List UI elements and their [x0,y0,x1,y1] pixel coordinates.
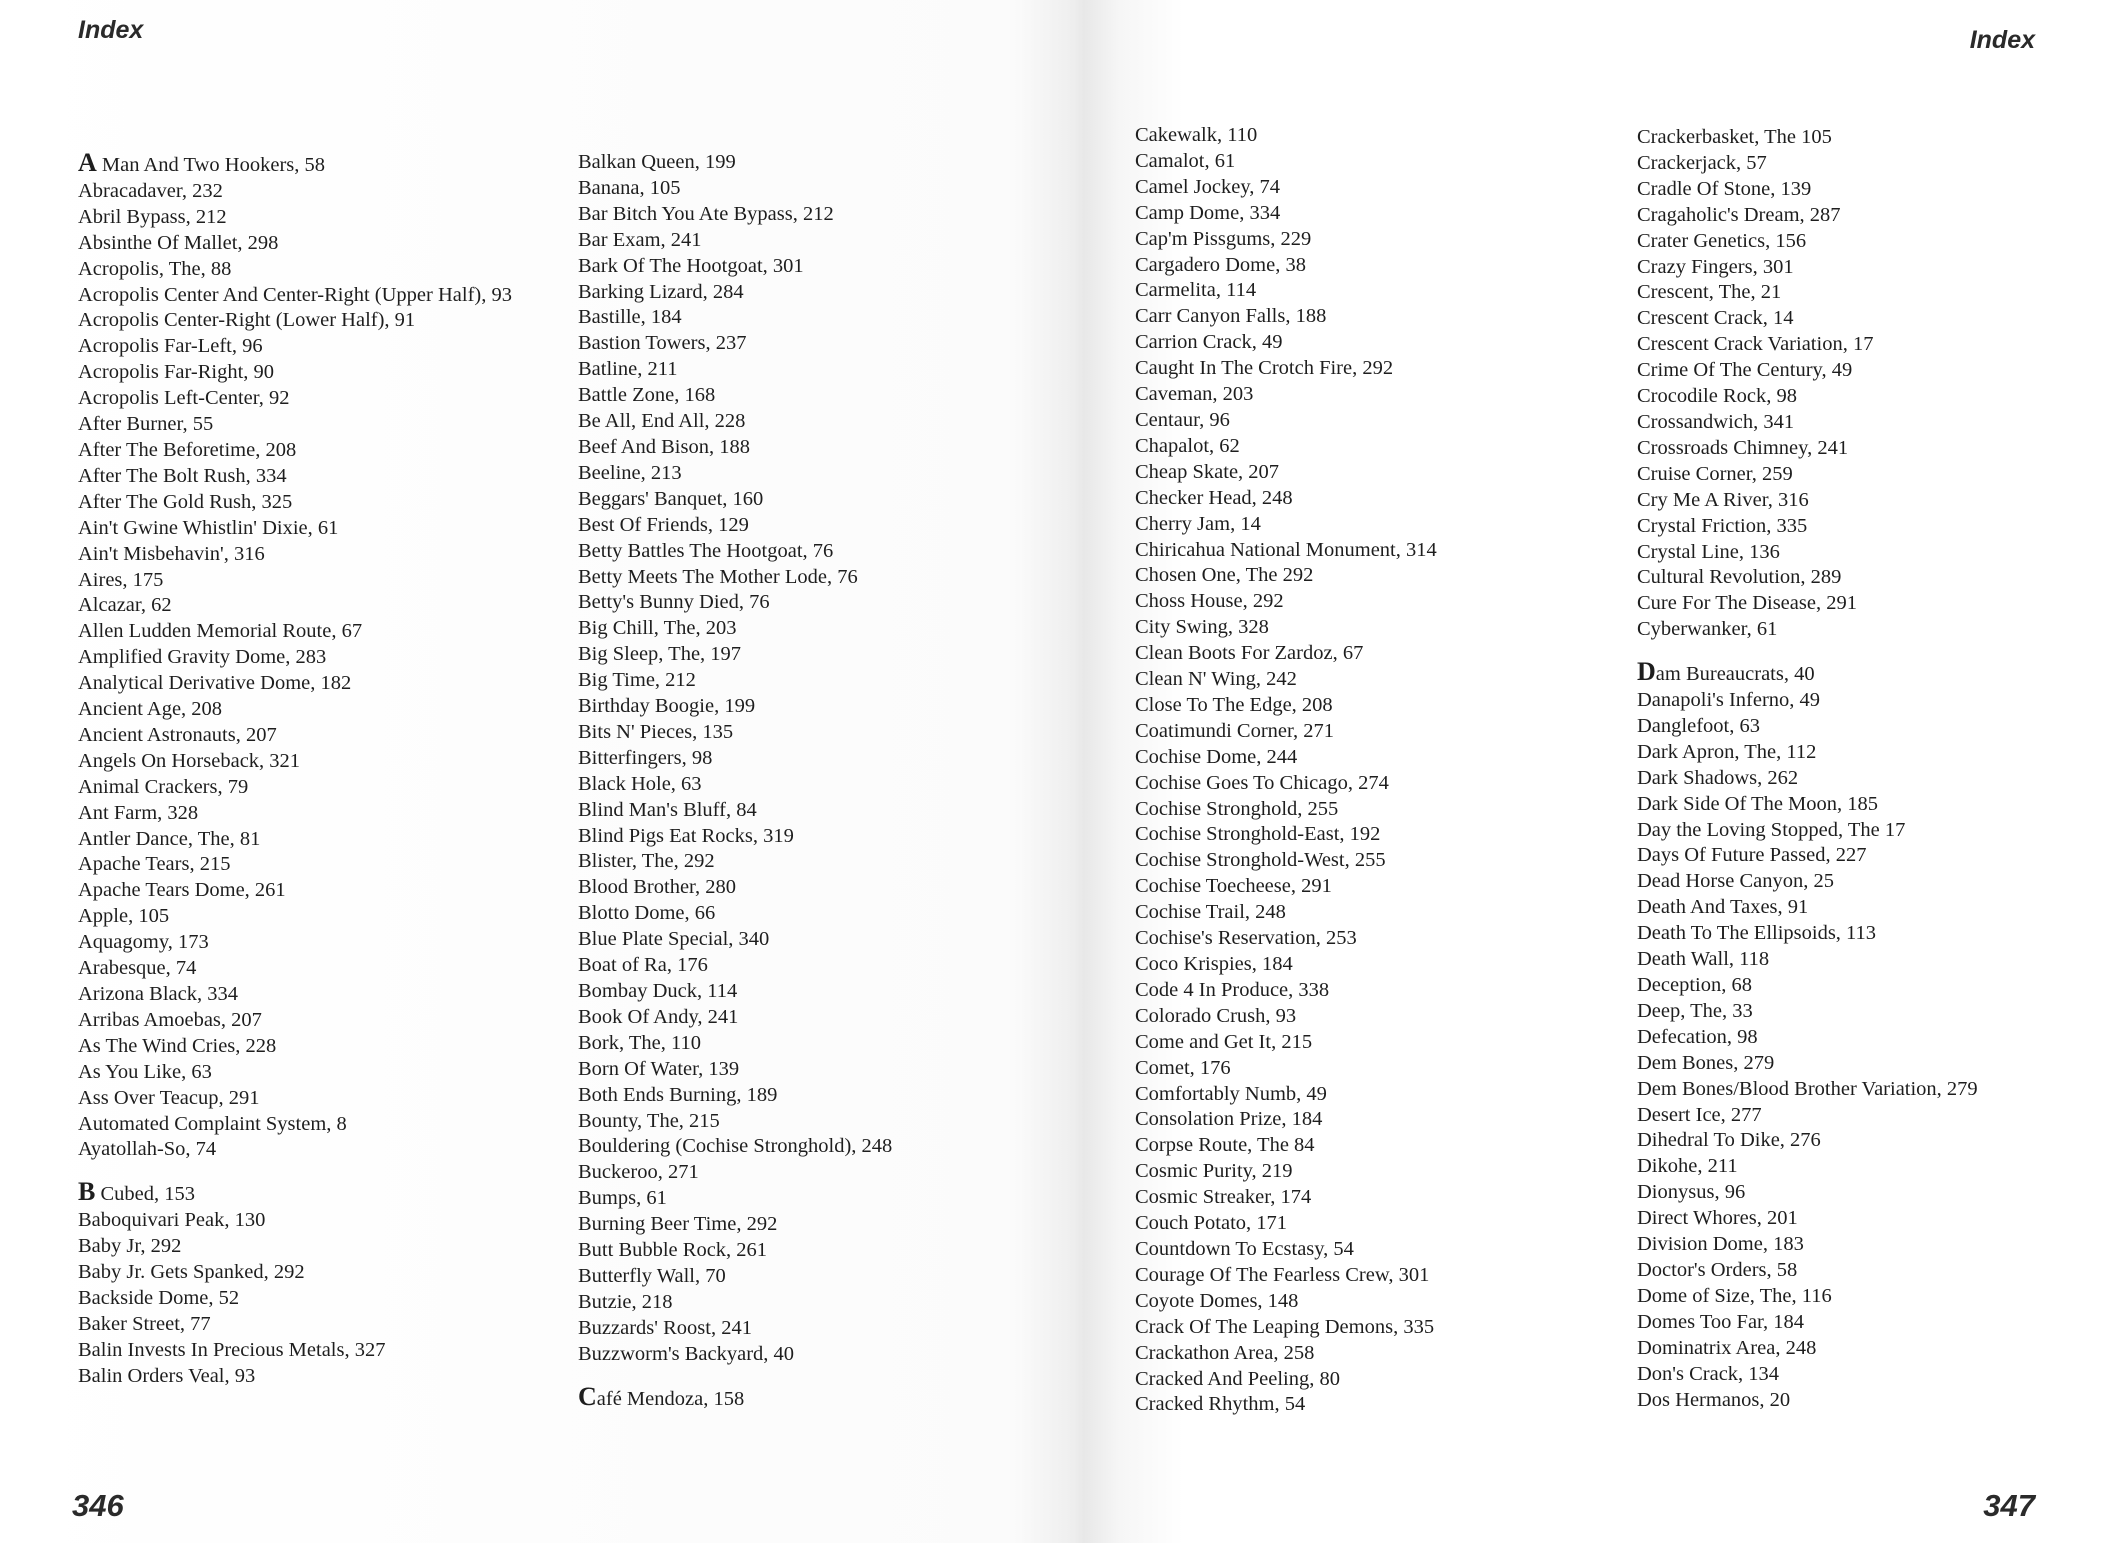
index-entry: Close To The Edge, 208 [1135,693,1333,716]
index-entry: Analytical Derivative Dome, 182 [78,672,352,695]
index-entry: Buckeroo, 271 [578,1161,699,1184]
index-entry: Acropolis Center-Right (Lower Half), 91 [78,309,416,332]
index-entry: Bitterfingers, 98 [578,746,713,769]
index-entry: Courage Of The Fearless Crew, 301 [1135,1263,1430,1286]
index-entry: Dead Horse Canyon, 25 [1637,870,1834,893]
index-entry: Born Of Water, 139 [578,1057,740,1080]
index-entry: Days Of Future Passed, 227 [1637,844,1867,867]
index-entry: Cosmic Purity, 219 [1135,1160,1293,1183]
index-entry: Crescent, The, 21 [1637,281,1782,304]
page-number: 347 [1983,1488,2035,1523]
index-entry: Balin Orders Veal, 93 [78,1364,256,1387]
index-entry: Blind Man's Bluff, 84 [578,798,757,821]
index-entry: Crackerjack, 57 [1637,151,1767,174]
index-entry: Abracadaver, 232 [78,179,223,202]
index-entry: Dem Bones/Blood Brother Variation, 279 [1637,1077,1978,1100]
index-entry: After The Gold Rush, 325 [78,490,293,513]
section-gap [78,1163,558,1179]
index-entry: Code 4 In Produce, 338 [1135,978,1330,1001]
section-gap [1637,643,2113,659]
index-entry: Crescent Crack, 14 [1637,307,1794,330]
index-entry: Crackathon Area, 258 [1135,1341,1315,1364]
index-entry: Abril Bypass, 212 [78,205,227,228]
index-entry: Chapalot, 62 [1135,434,1240,457]
index-entry: Coatimundi Corner, 271 [1135,719,1335,742]
index-entry: Chiricahua National Monument, 314 [1135,538,1437,561]
index-entry: Acropolis Far-Right, 90 [78,361,275,384]
index-entry: Arribas Amoebas, 207 [78,1008,262,1031]
index-entry: Comet, 176 [1135,1056,1231,1079]
index-entry: As You Like, 63 [78,1060,212,1083]
index-entry: Caught In The Crotch Fire, 292 [1135,357,1394,380]
index-entry: Alcazar, 62 [78,594,172,617]
index-column [1135,123,1615,1418]
index-entry: Arabesque, 74 [78,957,197,980]
index-column [578,150,1058,1413]
index-entry: Come and Get It, 215 [1135,1030,1313,1053]
index-entry: B Cubed, 153 [78,1177,195,1207]
index-entry: Cosmic Streaker, 174 [1135,1186,1312,1209]
index-entry: Barking Lizard, 284 [578,280,744,303]
index-entry: Backside Dome, 52 [78,1286,240,1309]
index-entry: Crazy Fingers, 301 [1637,255,1794,278]
index-entry: Cracked Rhythm, 54 [1135,1393,1306,1416]
index-entry: Clean N' Wing, 242 [1135,668,1297,691]
index-entry: Checker Head, 248 [1135,486,1293,509]
index-entry: Blotto Dome, 66 [578,902,716,925]
index-entry: Butt Bubble Rock, 261 [578,1239,768,1262]
index-entry: Arizona Black, 334 [78,983,238,1005]
index-entry: Comfortably Numb, 49 [1135,1082,1327,1105]
index-entry: Aires, 175 [78,568,164,591]
index-entry: Crossandwich, 341 [1637,410,1795,433]
index-entry: Cheap Skate, 207 [1135,460,1280,483]
index-entry: Butzie, 218 [578,1290,673,1313]
index-entry: Cragaholic's Dream, 287 [1637,203,1841,226]
index-entry: Cochise Dome, 244 [1135,745,1298,768]
index-entry: Crime Of The Century, 49 [1637,359,1853,382]
index-entry: Cradle Of Stone, 139 [1637,177,1812,200]
index-entry: Betty Meets The Mother Lode, 76 [578,565,858,588]
index-entry: Danglefoot, 63 [1637,714,1760,737]
index-entry: Chosen One, The 292 [1135,564,1314,587]
index-entry: Crackerbasket, The 105 [1637,126,1832,148]
index-entry: Carr Canyon Falls, 188 [1135,305,1327,328]
index-entry: Crescent Crack Variation, 17 [1637,333,1874,356]
index-entry: Dark Shadows, 262 [1637,766,1799,789]
index-entry: Angels On Horseback, 321 [78,749,301,772]
index-entry: Dos Hermanos, 20 [1637,1388,1791,1411]
index-entry: Blue Plate Special, 340 [578,928,770,951]
index-entry: Balkan Queen, 199 [578,151,736,173]
index-entry: Apache Tears, 215 [78,853,231,876]
index-entry: Be All, End All, 228 [578,410,746,433]
index-entry: Ancient Age, 208 [78,698,223,721]
index-entry: Division Dome, 183 [1637,1233,1804,1256]
index-entry: Cakewalk, 110 [1135,124,1258,146]
index-entry: Deep, The, 33 [1637,999,1753,1022]
index-entry: Blister, The, 292 [578,850,715,873]
index-entry: Day the Loving Stopped, The 17 [1637,818,1906,841]
index-entry: Ass Over Teacup, 291 [78,1086,260,1109]
index-entry: Dark Side Of The Moon, 185 [1637,792,1879,815]
index-entry: Cultural Revolution, 289 [1637,566,1842,589]
index-entry: After Burner, 55 [78,413,214,436]
index-entry: Crocodile Rock, 98 [1637,385,1797,408]
index-entry: Dominatrix Area, 248 [1637,1336,1817,1359]
index-entry: Cochise Stronghold, 255 [1135,797,1339,820]
index-entry: Cherry Jam, 14 [1135,512,1261,535]
index-entry: Baker Street, 77 [78,1312,211,1335]
index-entry: Clean Boots For Zardoz, 67 [1135,642,1364,665]
index-entry: Domes Too Far, 184 [1637,1310,1805,1333]
index-entry: Butterfly Wall, 70 [578,1264,726,1287]
index-entry: Carmelita, 114 [1135,279,1257,302]
index-entry: Bastille, 184 [578,306,682,329]
index-entry: Bits N' Pieces, 135 [578,720,734,743]
index-entry: Beggars' Banquet, 160 [578,487,764,510]
index-entry: Baboquivari Peak, 130 [78,1209,266,1232]
page-number: 346 [72,1488,124,1523]
index-entry: Bark Of The Hootgoat, 301 [578,254,804,277]
index-entry: Acropolis Far-Left, 96 [78,335,263,358]
index-entry: Birthday Boogie, 199 [578,695,756,718]
index-entry: Acropolis, The, 88 [78,257,232,280]
index-entry: Cracked And Peeling, 80 [1135,1367,1340,1390]
index-column [1637,125,2113,1413]
index-entry: Cargadero Dome, 38 [1135,253,1306,276]
index-entry: Blind Pigs Eat Rocks, 319 [578,824,794,847]
index-entry: Dikohe, 211 [1637,1155,1738,1178]
index-entry: Ant Farm, 328 [78,801,199,824]
index-entry: Coyote Domes, 148 [1135,1289,1299,1312]
index-entry: Antler Dance, The, 81 [78,827,261,850]
index-entry: Bastion Towers, 237 [578,332,747,355]
index-entry: Absinthe Of Mallet, 298 [78,231,279,254]
index-entry: Both Ends Burning, 189 [578,1083,778,1106]
index-entry: Ayatollah-So, 74 [78,1138,217,1161]
index-entry: Betty Battles The Hootgoat, 76 [578,539,834,562]
index-entry: Book Of Andy, 241 [578,1005,739,1028]
index-entry: Cry Me A River, 316 [1637,488,1809,511]
index-entry: Aquagomy, 173 [78,931,209,954]
index-entry: Cochise Trail, 248 [1135,901,1286,924]
index-entry: Buzzards' Roost, 241 [578,1316,752,1339]
section-initial: D [1637,657,1656,687]
page-left [0,0,1050,1543]
index-entry: Direct Whores, 201 [1637,1207,1798,1230]
index-entry: Bombay Duck, 114 [578,980,738,1002]
index-entry: Dam Bureaucrats, 40 [1637,657,1815,687]
index-column [78,150,558,1390]
index-entry: Cochise Goes To Chicago, 274 [1135,771,1389,794]
index-entry: Crater Genetics, 156 [1637,229,1807,252]
index-entry: Corpse Route, The 84 [1135,1134,1315,1157]
index-entry: Battle Zone, 168 [578,384,716,407]
index-entry: Cure For The Disease, 291 [1637,592,1857,615]
index-entry: Cochise Toecheese, 291 [1135,875,1332,898]
index-entry: Acropolis Left-Center, 92 [78,387,290,410]
index-entry: Caveman, 203 [1135,383,1254,406]
index-entry: Dem Bones, 279 [1637,1051,1775,1074]
index-entry: Cochise Stronghold-East, 192 [1135,823,1381,846]
index-entry: Black Hole, 63 [578,772,702,795]
index-entry: Cochise Stronghold-West, 255 [1135,849,1386,872]
index-entry: Big Chill, The, 203 [578,617,737,640]
index-entry: Ain't Gwine Whistlin' Dixie, 61 [78,516,339,539]
index-entry: Consolation Prize, 184 [1135,1108,1323,1131]
index-entry: After The Beforetime, 208 [78,438,297,461]
index-entry: Bouldering (Cochise Stronghold), 248 [578,1135,893,1158]
index-entry: Apache Tears Dome, 261 [78,879,286,902]
index-entry: Acropolis Center And Center-Right (Upper Half), 93 [78,283,512,306]
index-entry: Amplified Gravity Dome, 283 [78,646,327,669]
index-entry: Best Of Friends, 129 [578,513,749,536]
index-entry: Big Time, 212 [578,669,696,692]
index-entry: Death Wall, 118 [1637,948,1770,971]
index-entry: After The Bolt Rush, 334 [78,464,287,487]
index-entry: Burning Beer Time, 292 [578,1213,778,1236]
index-entry: Danapoli's Inferno, 49 [1637,689,1821,712]
index-entry: Defecation, 98 [1637,1025,1758,1048]
index-entry: Big Sleep, The, 197 [578,643,742,666]
index-entry: Dome of Size, The, 116 [1637,1284,1832,1307]
index-entry: City Swing, 328 [1135,616,1269,639]
index-entry: Bounty, The, 215 [578,1109,720,1132]
index-entry: Doctor's Orders, 58 [1637,1258,1798,1281]
index-entry: Cyberwanker, 61 [1637,618,1778,641]
index-entry: Colorado Crush, 93 [1135,1004,1297,1027]
index-entry: Bumps, 61 [578,1187,667,1210]
index-entry: Bar Exam, 241 [578,228,702,251]
index-entry: Camp Dome, 334 [1135,201,1281,224]
index-entry: Death To The Ellipsoids, 113 [1637,922,1877,945]
index-entry: Banana, 105 [578,176,681,199]
index-entry: Countdown To Ecstasy, 54 [1135,1237,1354,1260]
index-entry: Animal Crackers, 79 [78,775,249,798]
index-entry: Couch Potato, 171 [1135,1212,1288,1235]
index-entry: Baby Jr. Gets Spanked, 292 [78,1261,305,1284]
index-entry: Dark Apron, The, 112 [1637,740,1817,763]
index-entry: Boat of Ra, 176 [578,954,708,977]
index-entry: Cap'm Pissgums, 229 [1135,227,1312,250]
index-entry: Crossroads Chimney, 241 [1637,436,1849,459]
index-entry: Blood Brother, 280 [578,876,737,899]
index-entry: A Man And Two Hookers, 58 [78,148,326,177]
index-entry: Automated Complaint System, 8 [78,1112,347,1135]
index-entry: Beeline, 213 [578,461,682,484]
index-entry: Coco Krispies, 184 [1135,953,1293,975]
index-entry: Bar Bitch You Ate Bypass, 212 [578,202,834,225]
index-entry: Dionysus, 96 [1637,1181,1746,1204]
index-entry: Carrion Crack, 49 [1135,331,1283,354]
index-entry: Deception, 68 [1637,974,1752,996]
index-entry: Crack Of The Leaping Demons, 335 [1135,1315,1435,1338]
index-entry: Café Mendoza, 158 [578,1381,745,1411]
index-entry: Camel Jockey, 74 [1135,175,1280,198]
index-entry: Balin Invests In Precious Metals, 327 [78,1338,386,1361]
index-entry: Desert Ice, 277 [1637,1103,1762,1126]
section-initial: C [578,1381,597,1411]
index-entry: As The Wind Cries, 228 [78,1034,277,1057]
index-entry: Centaur, 96 [1135,408,1230,431]
index-entry: Death And Taxes, 91 [1637,896,1809,919]
index-entry: Apple, 105 [78,905,170,928]
index-entry: Allen Ludden Memorial Route, 67 [78,620,363,643]
section-initial: A [78,148,97,177]
index-entry: Cochise's Reservation, 253 [1135,927,1357,950]
running-header: Index [1969,26,2035,54]
index-entry: Crystal Friction, 335 [1637,514,1808,537]
index-entry: Ain't Misbehavin', 316 [78,542,265,565]
index-entry: Ancient Astronauts, 207 [78,723,277,746]
index-entry: Bork, The, 110 [578,1031,701,1054]
section-gap [578,1368,1058,1384]
index-entry: Dihedral To Dike, 276 [1637,1129,1821,1152]
index-entry: Baby Jr, 292 [78,1235,182,1258]
index-entry: Don's Crack, 134 [1637,1362,1780,1385]
index-entry: Camalot, 61 [1135,149,1236,172]
index-entry: Betty's Bunny Died, 76 [578,591,770,614]
index-entry: Crystal Line, 136 [1637,540,1780,563]
index-entry: Batline, 211 [578,358,678,381]
index-entry: Beef And Bison, 188 [578,435,750,458]
index-entry: Cruise Corner, 259 [1637,462,1793,485]
index-entry: Buzzworm's Backyard, 40 [578,1342,795,1365]
section-initial: B [78,1177,96,1207]
index-entry: Choss House, 292 [1135,590,1284,613]
running-header: Index [78,16,144,44]
page-right [1060,0,2113,1543]
